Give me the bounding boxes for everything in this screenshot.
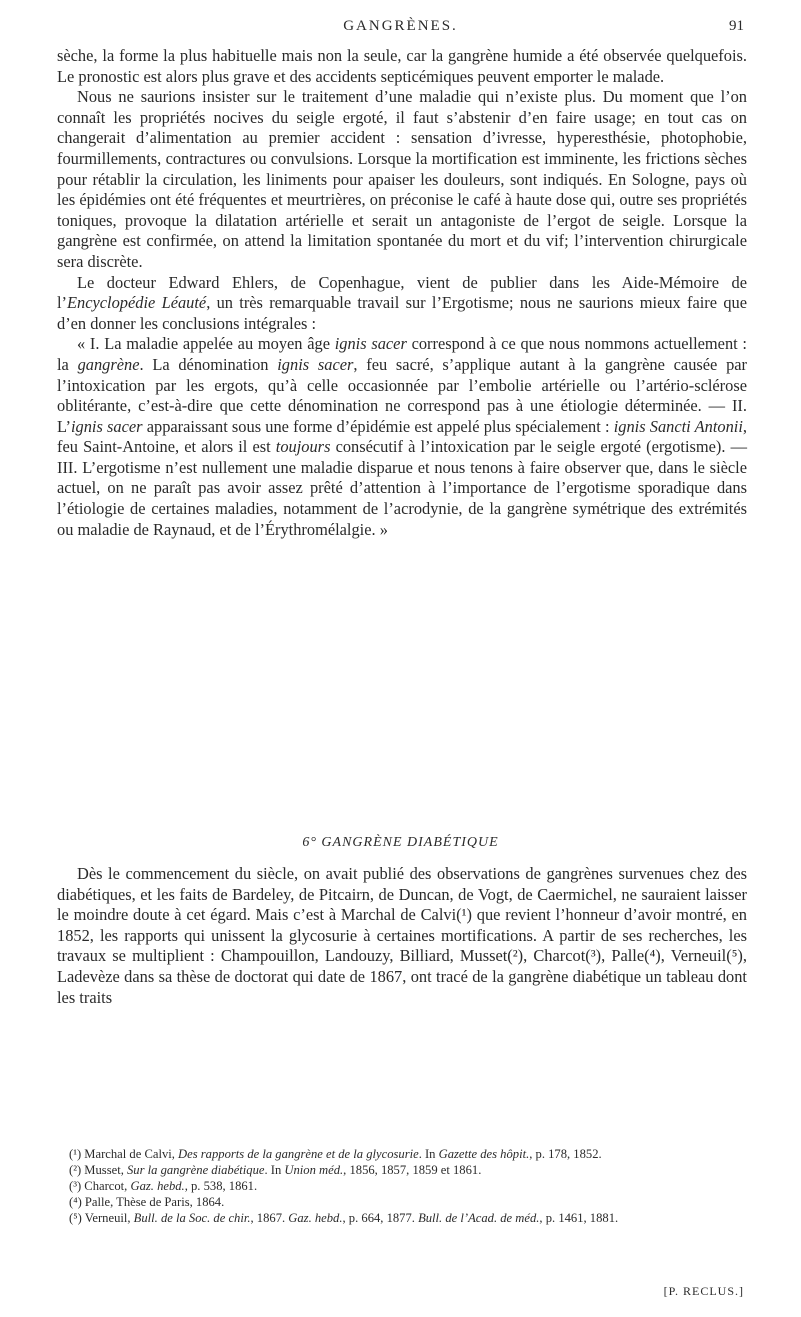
text-run: , Palle	[601, 946, 645, 966]
paragraph-text: Nous ne saurions insister sur le traitement d’une maladie qui n’existe plus. Du moment que l’on connaît les propriétés nocives du seigle ergoté, il faut s’abstenir d’en faire usage; en tout cas on changerait d’alimentation au premier accident : sensation d’ivresse, hyperesthésie, photophobie, fourmillements, contractures ou convulsions. Lorsque la mortification est imminente, les frictions sèches pour rétablir la circulation, les liniments pour apaiser les douleurs, sont indiqués. En Sologne, pays où les épidémies ont été fréquentes et meurtrières, on préconise le café à haute dose qui, outre ses propriétés toniques, provoque la dilatation artérielle et serait un antagoniste de l’ergot de seigle. Lorsque la gangrène est confirmée, on attend la limitation spontanée du mort et du vif; l’intervention chirurgicale sera discrète.	[57, 87, 747, 271]
page-number: 91	[729, 18, 744, 34]
footnote	[57, 1210, 747, 1226]
italic-text: ignis sacer	[277, 354, 354, 374]
text-run: . In	[264, 1163, 285, 1177]
text-run: Le docteur Edward Ehlers, de Copenhague, vient de publier dans les Aide-Mémoire de l’	[57, 272, 747, 313]
text-run: , feu Saint-Antoine, et alors il est	[57, 416, 747, 457]
italic-text: Sur la gangrène diabétique	[127, 1163, 265, 1177]
quoted-conclusions	[57, 334, 747, 540]
text-run: (²) Musset,	[69, 1163, 127, 1177]
text-run: , p. 664, 1877.	[342, 1211, 419, 1225]
text-run: . In	[418, 1147, 439, 1161]
text-run: que revient l’honneur d’avoir montré, en 1852, les rapports qui unissent la glycosurie à certaines mortifications. A partir de ses recherches, les travaux se multiplient : Champouillon, Landouzy, Billiard, Musset	[57, 905, 747, 966]
italic-text: Bull. de la Soc. de chir.	[133, 1211, 251, 1225]
text-run: (⁵) Verneuil,	[69, 1211, 134, 1225]
footnote	[57, 1194, 747, 1210]
footnote-ref: (⁵)	[726, 946, 743, 966]
text-run: (¹) Marchal de Calvi,	[69, 1147, 179, 1161]
footnotes	[57, 1146, 747, 1226]
footnote-ref: (²)	[507, 946, 524, 966]
paragraph	[57, 273, 747, 335]
footnote-ref: (¹)	[456, 905, 472, 925]
text-run: correspond à ce que nous nommons actuellement : la	[57, 334, 747, 374]
paragraph	[57, 87, 747, 272]
footnote-ref: (⁴)	[644, 946, 661, 966]
italic-text: Bull. de l’Acad. de méd.	[418, 1211, 540, 1225]
italic-text: Gaz. hebd.	[130, 1179, 185, 1193]
page-header	[0, 12, 801, 42]
text-run: . La dénomination	[139, 354, 278, 374]
text-run: consécutif à l’intoxication par le seigle ergoté (ergotisme). — III. L’ergotisme n’est nullement une maladie disparue et nous tenons à faire observer que, dans le siècle actuel, on ne paraît pas avoir assez prêté d’attention à l’importance de l’ergotisme sporadique dans l’étiologie de certaines maladies, notamment de l’acrodynie, de la gangrène symétrique des extrémités ou maladie de Raynaud, et de l’Érythromélalgie. »	[57, 437, 747, 539]
footnote	[57, 1178, 747, 1194]
section-text	[57, 864, 747, 1008]
paragraph	[57, 46, 747, 87]
text-run: , Ladevèze dans sa thèse de doctorat qui date de 1867, ont tracé de la gangrène diabétique un tableau dont les traits	[57, 946, 747, 1007]
text-run: , feu sacré, s’applique autant à la gangrène causée par l’intoxication par les ergots, qu’à celle occasionnée par l’embolie artérielle ou l’artério-sclérose oblitérante, c’est-à-dire que cette dénomination ne correspond pas à une étiologie déterminée. — II. L’	[57, 354, 747, 436]
text-run: , p. 538, 1861.	[184, 1179, 258, 1193]
text-run: apparaissant sous une forme d’épidémie est appelé plus spécialement :	[142, 416, 614, 436]
footnote	[57, 1162, 747, 1178]
signature-mark: [P. RECLUS.]	[663, 1284, 744, 1298]
paragraph-text: sèche, la forme la plus habituelle mais non la seule, car la gangrène humide a été observée quelquefois. Le pronostic est alors plus grave et des accidents septicémiques peuvent emporter le malade.	[57, 46, 747, 86]
italic-text: Union méd.	[284, 1163, 344, 1177]
italic-text: gangrène	[77, 354, 140, 374]
italic-text: toujours	[275, 437, 331, 457]
text-run: « I. La maladie appelée au moyen âge	[77, 334, 335, 354]
footnote-ref: (³)	[585, 946, 602, 966]
section-heading: 6° GANGRÈNE DIABÉTIQUE	[302, 835, 499, 850]
italic-text: ignis sacer	[334, 334, 407, 354]
text-run: , Verneuil	[660, 946, 727, 966]
text-run: (³) Charcot,	[69, 1179, 131, 1193]
text-run: , p. 1461, 1881.	[539, 1211, 619, 1225]
running-title: GANGRÈNES.	[343, 18, 458, 34]
main-text	[57, 46, 747, 540]
italic-text: Gazette des hôpit.	[438, 1147, 530, 1161]
italic-text: Encyclopédie Léauté	[67, 293, 207, 313]
text-run: , un très remarquable travail sur l’Ergotisme; nous ne saurions mieux faire que d’en donner les conclusions intégrales :	[57, 293, 747, 333]
text-run: , Charcot	[523, 946, 586, 966]
text-run: (⁴) Palle, Thèse de Paris, 1864.	[69, 1195, 225, 1209]
italic-text: ignis Sancti Antonii	[613, 416, 743, 436]
italic-text: ignis sacer	[70, 416, 143, 436]
italic-text: Gaz. hebd.	[288, 1211, 343, 1225]
italic-text: Des rapports de la gangrène et de la glycosurie	[178, 1147, 419, 1161]
text-run: , 1856, 1857, 1859 et 1861.	[343, 1163, 482, 1177]
text-run: Dès le commencement du siècle, on avait publié des observations de gangrènes survenues chez des diabétiques, et les faits de Bardeley, de Pitcairn, de Duncan, de Vogt, de Caermichel, ne sauraient laisser le moindre doute à cet égard. Mais c’est à Marchal de Calvi	[57, 864, 747, 925]
text-run: , p. 178, 1852.	[529, 1147, 602, 1161]
paragraph	[57, 864, 747, 1008]
text-run: , 1867.	[250, 1211, 289, 1225]
footnote	[57, 1146, 747, 1162]
